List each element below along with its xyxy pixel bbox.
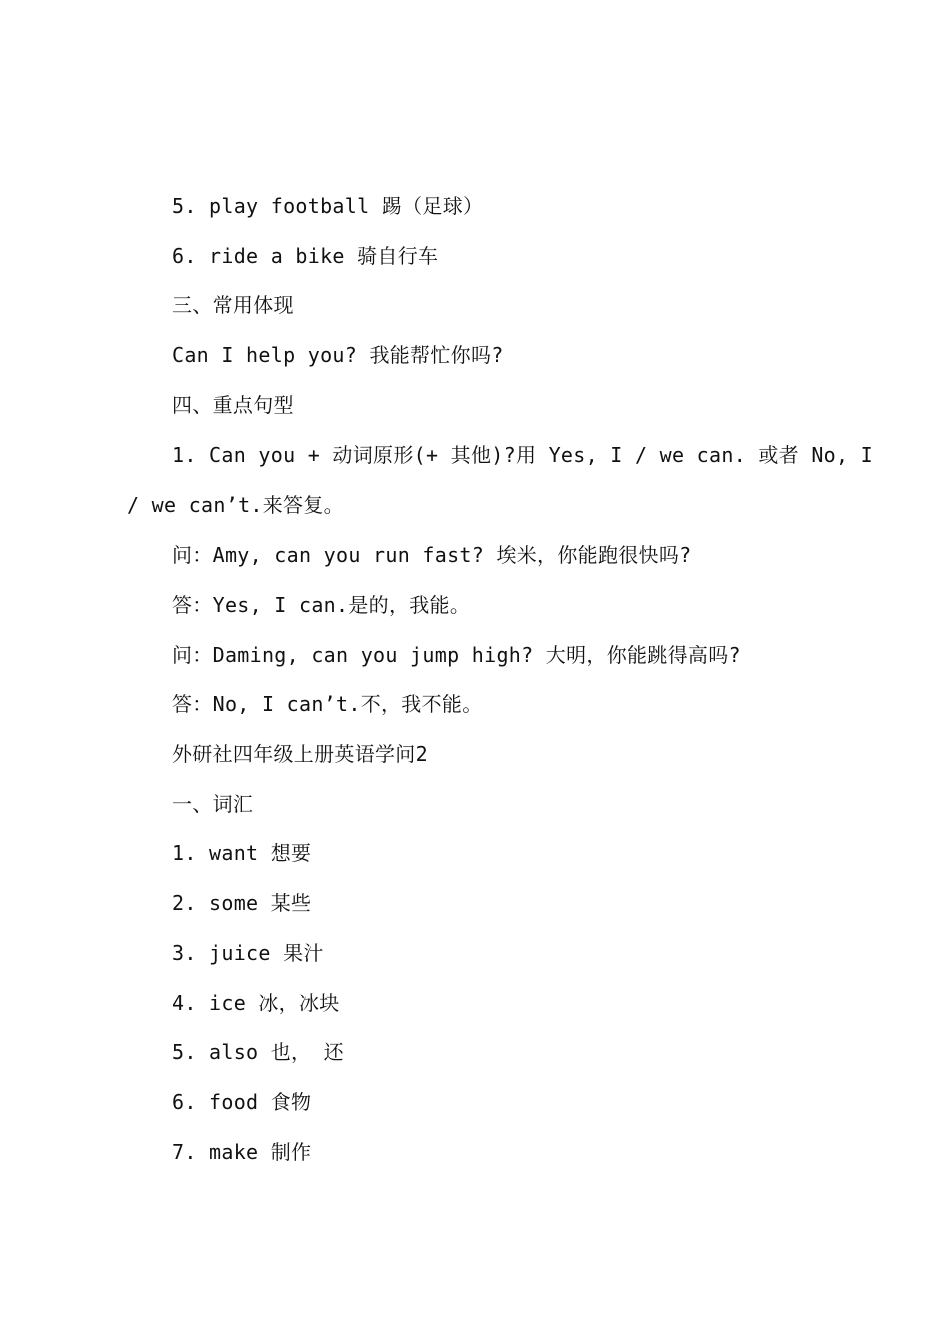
vocab-item-also: 5. also 也， 还	[172, 1040, 344, 1064]
section-heading-vocabulary: 一、词汇	[172, 792, 254, 816]
vocab-item-make: 7. make 制作	[172, 1140, 312, 1164]
dialogue-question-amy: 问：Amy, can you run fast? 埃米，你能跑很快吗?	[172, 543, 692, 567]
vocab-item-play-football: 5. play football 踢（足球）	[172, 194, 484, 218]
section-heading-key-sentences: 四、重点句型	[172, 393, 294, 417]
dialogue-answer-no: 答：No, I can’t.不，我不能。	[172, 692, 483, 716]
vocab-item-want: 1. want 想要	[172, 841, 312, 865]
vocab-item-food: 6. food 食物	[172, 1090, 312, 1114]
vocab-item-juice: 3. juice 果汁	[172, 941, 324, 965]
dialogue-answer-yes: 答：Yes, I can.是的，我能。	[172, 593, 471, 617]
dialogue-question-daming: 问：Daming, can you jump high? 大明，你能跳得高吗?	[172, 643, 741, 667]
vocab-item-ice: 4. ice 冰，冰块	[172, 991, 340, 1015]
vocab-item-ride-a-bike: 6. ride a bike 骑自行车	[172, 244, 439, 268]
vocab-item-some: 2. some 某些	[172, 891, 312, 915]
sentence-pattern-1-continued: / we can’t.来答复。	[127, 493, 344, 517]
section-heading-common-expressions: 三、常用体现	[172, 293, 294, 317]
part-title-knowledge-2: 外研社四年级上册英语学问2	[172, 742, 428, 766]
sentence-pattern-1: 1. Can you + 动词原形(+ 其他)?用 Yes, I / we can. 或者 No, I	[172, 443, 874, 467]
expression-can-i-help-you: Can I help you? 我能帮忙你吗?	[172, 343, 504, 367]
